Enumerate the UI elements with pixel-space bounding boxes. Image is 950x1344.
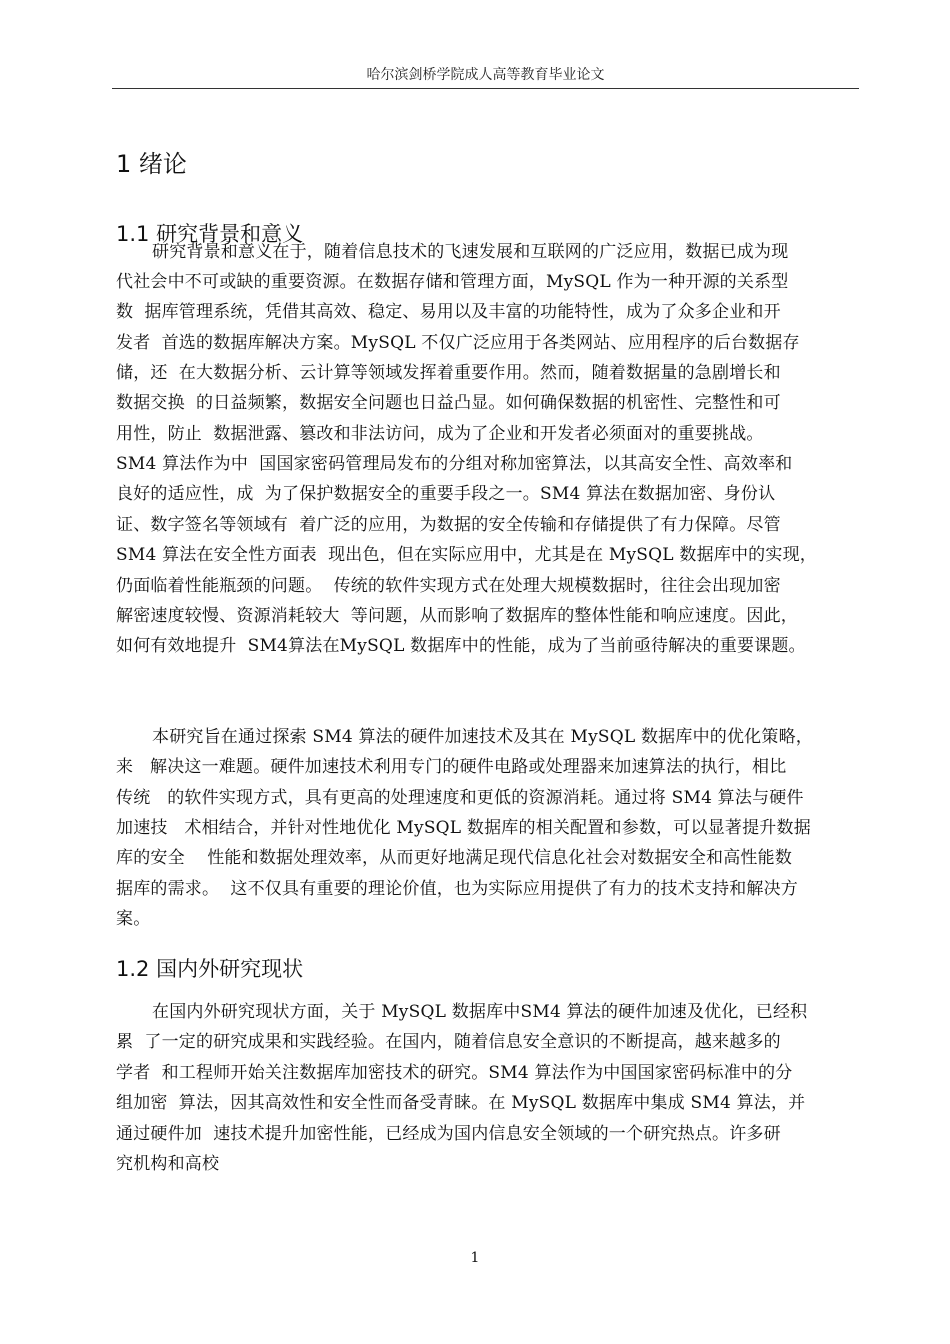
body-line: SM4 算法作为中 国国家密码管理局发布的分组对称加密算法，以其高安全性、高效率和 bbox=[116, 454, 793, 474]
section-title-1-2: 1.2 国内外研究现状 bbox=[116, 957, 304, 981]
body-line: 本研究旨在通过探索 SM4 算法的硬件加速技术及其在 MySQL 数据库中的优化策略， bbox=[152, 727, 813, 747]
body-line: 良好的适应性，成 为了保护数据安全的重要手段之一。SM4 算法在数据加密、身份认 bbox=[116, 484, 776, 504]
body-line: 库的安全 性能和数据处理效率，从而更好地满足现代信息化社会对数据安全和高性能数 bbox=[116, 848, 793, 868]
body-line: 发者 首选的数据库解决方案。MySQL 不仅广泛应用于各类网站、应用程序的后台数据存 bbox=[116, 333, 800, 353]
body-line: 案。 bbox=[116, 909, 151, 929]
body-line: 在国内外研究现状方面，关于 MySQL 数据库中SM4 算法的硬件加速及优化，已经积 bbox=[152, 1002, 808, 1022]
chapter-title: 1 绪论 bbox=[116, 150, 187, 178]
body-line: 来 解决这一难题。硬件加速技术利用专门的硬件电路或处理器来加速算法的执行，相比 bbox=[116, 757, 787, 777]
body-line: SM4 算法在安全性方面表 现出色，但在实际应用中，尤其是在 MySQL 数据库中的实现， bbox=[116, 545, 817, 565]
page-header bbox=[112, 66, 859, 89]
body-line: 证、数字签名等领域有 着广泛的应用，为数据的安全传输和存储提供了有力保障。尽管 bbox=[116, 515, 781, 535]
body-line: 用性，防止 数据泄露、篡改和非法访问，成为了企业和开发者必须面对的重要挑战。 bbox=[116, 424, 764, 444]
body-line: 如何有效地提升 SM4算法在MySQL 数据库中的性能，成为了当前亟待解决的重要课题。 bbox=[116, 636, 806, 656]
body-line: 据库的需求。 这不仅具有重要的理论价值，也为实际应用提供了有力的技术支持和解决方 bbox=[116, 879, 799, 899]
running-title: 哈尔滨剑桥学院成人高等教育毕业论文 bbox=[366, 67, 605, 83]
body-line: 数 据库管理系统，凭借其高效、稳定、易用以及丰富的功能特性，成为了众多企业和开 bbox=[116, 302, 781, 322]
section-title-1-1: 1.1 研究背景和意义 bbox=[116, 222, 304, 246]
body-line: 储，还 在大数据分析、云计算等领域发挥着重要作用。然而，随着数据量的急剧增长和 bbox=[116, 363, 781, 383]
body-line: 传统 的软件实现方式，具有更高的处理速度和更低的资源消耗。通过将 SM4 算法与硬件 bbox=[116, 788, 804, 808]
body-line: 解密速度较慢、资源消耗较大 等问题，从而影响了数据库的整体性能和响应速度。因此， bbox=[116, 606, 799, 626]
body-line: 组加密 算法，因其高效性和安全性而备受青睐。在 MySQL 数据库中集成 SM4 算法，并 bbox=[116, 1093, 806, 1113]
body-line: 加速技 术相结合，并针对性地优化 MySQL 数据库的相关配置和参数，可以显著提升数据 bbox=[116, 818, 811, 838]
body-line: 仍面临着性能瓶颈的问题。 传统的软件实现方式在处理大规模数据时，往往会出现加密 bbox=[116, 576, 781, 596]
body-line: 通过硬件加 速技术提升加密性能，已经成为国内信息安全领域的一个研究热点。许多研 bbox=[116, 1124, 781, 1144]
body-line: 累 了一定的研究成果和实践经验。在国内，随着信息安全意识的不断提高，越来越多的 bbox=[116, 1032, 781, 1052]
body-line: 究机构和高校 bbox=[116, 1154, 220, 1174]
body-line: 代社会中不可或缺的重要资源。在数据存储和管理方面，MySQL 作为一种开源的关系型 bbox=[116, 272, 789, 292]
body-line: 学者 和工程师开始关注数据库加密技术的研究。SM4 算法作为中国国家密码标准中的分 bbox=[116, 1063, 793, 1083]
page-number: 1 bbox=[470, 1250, 480, 1266]
body-line: 研究背景和意义在于，随着信息技术的飞速发展和互联网的广泛应用，数据已成为现 bbox=[152, 242, 789, 262]
body-line: 数据交换 的日益频繁，数据安全问题也日益凸显。如何确保数据的机密性、完整性和可 bbox=[116, 393, 781, 413]
